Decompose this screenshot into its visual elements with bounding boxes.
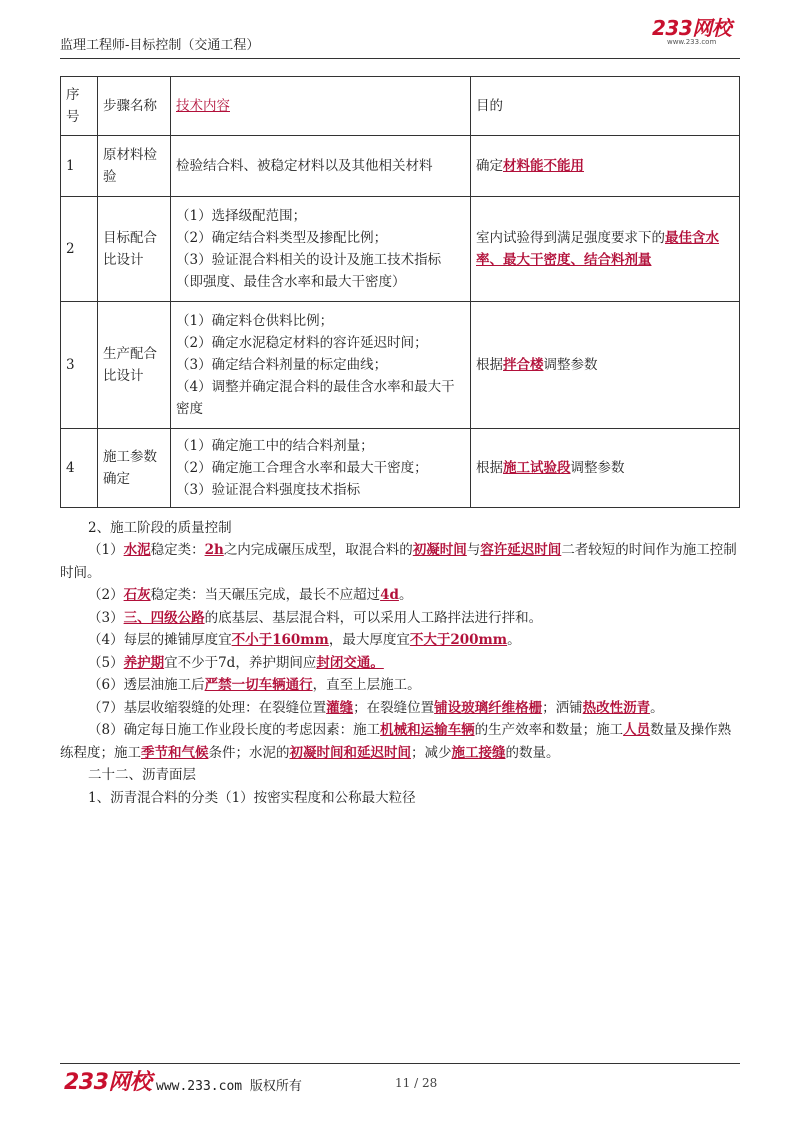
- keyword: 初凝时间: [412, 542, 467, 558]
- table-row: [61, 302, 740, 429]
- goal-text: 根据: [476, 460, 503, 476]
- row-num: 3: [61, 302, 98, 429]
- row-num: 1: [61, 136, 98, 197]
- list-item: [60, 719, 740, 764]
- keyword: 不小于160mm: [231, 632, 329, 648]
- row-goal: [471, 197, 740, 302]
- brand-logo[interactable]: [652, 18, 731, 47]
- text: （6）透层油施工后: [88, 677, 205, 693]
- text: 稳定类：当天碾压完成，最长不应超过: [150, 587, 381, 603]
- text: 二者较短的时间作为施工控制时间。: [60, 542, 737, 581]
- page-number: 11 / 28: [395, 1076, 438, 1090]
- keyword: 季节和气候: [141, 744, 209, 761]
- header-cell-num: 序号: [61, 77, 98, 136]
- footer-logo-text: 233网校: [64, 1070, 152, 1095]
- goal-keyword: 材料能不能用: [503, 158, 584, 174]
- row-step: 施工参数确定: [98, 429, 171, 508]
- tech-line: （1）选择级配范围；: [176, 208, 307, 224]
- tech-line: （1）确定施工中的结合料剂量；: [176, 438, 374, 454]
- row-step: 原材料检验: [98, 136, 171, 197]
- keyword: 4d: [380, 587, 399, 603]
- keyword: 灌缝: [326, 699, 354, 716]
- header-tech-label: 技术内容: [176, 98, 230, 114]
- tech-line: （3）验证混合料相关的设计及施工技术指标（即强度、最佳含水率和最大干密度）: [176, 252, 442, 290]
- text: （3）: [88, 609, 124, 626]
- goal-text: 确定: [476, 158, 503, 174]
- footer-divider: [60, 1063, 740, 1064]
- text: 的数量。: [505, 744, 560, 761]
- section-heading-asphalt-layer: 二十二、沥青面层: [88, 767, 196, 783]
- text: （4）每层的摊铺厚度宜: [88, 632, 232, 648]
- text: 的底基层、基层混合料，可以采用人工路拌法进行拌和。: [204, 609, 543, 626]
- text: 与: [466, 542, 481, 558]
- keyword: 三、四级公路: [123, 609, 205, 626]
- row-tech: [171, 302, 471, 429]
- tech-line: （1）确定料仓供料比例；: [176, 313, 334, 329]
- goal-keyword: 拌合楼: [503, 357, 544, 373]
- list-item: [60, 539, 740, 584]
- list-item: [60, 629, 740, 652]
- row-step: 生产配合比设计: [98, 302, 171, 429]
- text: ；减少: [411, 744, 452, 761]
- text: 数量及操作熟练程度；施工: [60, 722, 732, 761]
- mix-design-steps-table: [60, 76, 740, 508]
- text: （5）: [88, 654, 124, 671]
- text: 条件；水泥的: [208, 744, 290, 761]
- row-num: 4: [61, 429, 98, 508]
- row-goal: [471, 302, 740, 429]
- footer-site-url[interactable]: www.233.com: [156, 1079, 243, 1094]
- brand-logo-text: 233网校: [652, 16, 732, 40]
- text: ；洒铺: [542, 699, 583, 716]
- header-divider: [60, 58, 740, 59]
- footer-copyright: [156, 1075, 302, 1094]
- tech-line: （2）确定水泥稳定材料的容许延迟时间；: [176, 335, 428, 351]
- goal-text: 根据: [476, 357, 503, 373]
- text: 的生产效率和数量；施工: [474, 722, 624, 738]
- list-item: [60, 697, 740, 720]
- list-item: [60, 674, 740, 697]
- tech-line: （4）调整并确定混合料的最佳含水率和最大干密度: [176, 379, 455, 417]
- text: （8）确定每日施工作业段长度的考虑因素：施工: [88, 722, 381, 738]
- asphalt-mix-classification: 1、沥青混合料的分类（1）按密实程度和公称最大粒径: [88, 789, 416, 806]
- row-goal: [471, 136, 740, 197]
- keyword: 施工接缝: [451, 744, 506, 761]
- text: ，最大厚度宜: [328, 632, 410, 648]
- goal-text: 调整参数: [543, 357, 598, 373]
- table-header-row: [61, 77, 740, 136]
- header-cell-step: 步骤名称: [98, 77, 171, 136]
- keyword: 热改性沥青: [582, 699, 651, 716]
- row-goal: [471, 429, 740, 508]
- keyword: 人员: [623, 722, 651, 738]
- document-header-title: 监理工程师-目标控制（交通工程）: [60, 38, 260, 53]
- header-cell-tech: [171, 77, 471, 136]
- construction-quality-items: [60, 539, 740, 809]
- table-row: [61, 136, 740, 197]
- row-tech: [171, 197, 471, 302]
- row-tech: [171, 429, 471, 508]
- section-heading-construction-quality: 2、施工阶段的质量控制: [88, 520, 232, 536]
- list-item: [60, 607, 740, 630]
- text: （7）基层收缩裂缝的处理：在裂缝位置: [88, 699, 327, 716]
- footer-rights: 版权所有: [249, 1079, 302, 1094]
- text: ，直至上层施工。: [312, 677, 421, 693]
- tech-line: （3）验证混合料强度技术指标: [176, 482, 361, 498]
- goal-text: 室内试验得到满足强度要求下的: [476, 230, 665, 246]
- text: ；在裂缝位置: [353, 699, 435, 716]
- text: （1）: [88, 542, 124, 558]
- text: 稳定类：: [150, 542, 205, 558]
- keyword: 石灰: [123, 587, 151, 603]
- tech-line: 检验结合料、被稳定材料以及其他相关材料: [176, 158, 433, 174]
- keyword: 初凝时间和延迟时间: [289, 744, 411, 761]
- brand-logo-url: www.233.com: [666, 38, 717, 46]
- text: 。: [398, 587, 413, 603]
- footer-logo[interactable]: [64, 1071, 151, 1095]
- list-item: [60, 584, 740, 607]
- goal-text: 调整参数: [570, 460, 625, 476]
- table-row: [61, 197, 740, 302]
- tech-line: （2）确定施工合理含水率和最大干密度；: [176, 460, 428, 476]
- list-item: [60, 652, 740, 675]
- keyword: 2h: [204, 542, 224, 558]
- keyword: 铺设玻璃纤维格栅: [434, 699, 543, 716]
- keyword: 封闭交通。: [316, 654, 384, 671]
- keyword: 机械和运输车辆: [380, 722, 475, 738]
- table-row: [61, 429, 740, 508]
- text: 。: [507, 632, 521, 648]
- text: 宜不少于7d，养护期间应: [164, 654, 317, 671]
- goal-keyword: 最佳含水率、最大干密度、结合料剂量: [476, 230, 719, 268]
- text: 之内完成碾压成型，取混合料的: [223, 542, 413, 558]
- tech-line: （3）确定结合料剂量的标定曲线；: [176, 357, 388, 373]
- row-step: 目标配合比设计: [98, 197, 171, 302]
- keyword: 容许延迟时间: [480, 542, 562, 558]
- row-num: 2: [61, 197, 98, 302]
- header-cell-goal: 目的: [471, 77, 740, 136]
- keyword: 不大于200mm: [409, 632, 508, 648]
- tech-line: （2）确定结合料类型及掺配比例；: [176, 230, 388, 246]
- keyword: 严禁一切车辆通行: [204, 677, 313, 693]
- text: 。: [650, 699, 664, 716]
- keyword: 养护期: [123, 654, 165, 671]
- text: （2）: [88, 587, 124, 603]
- keyword: 水泥: [123, 542, 151, 558]
- goal-keyword: 施工试验段: [503, 460, 571, 476]
- row-tech: [171, 136, 471, 197]
